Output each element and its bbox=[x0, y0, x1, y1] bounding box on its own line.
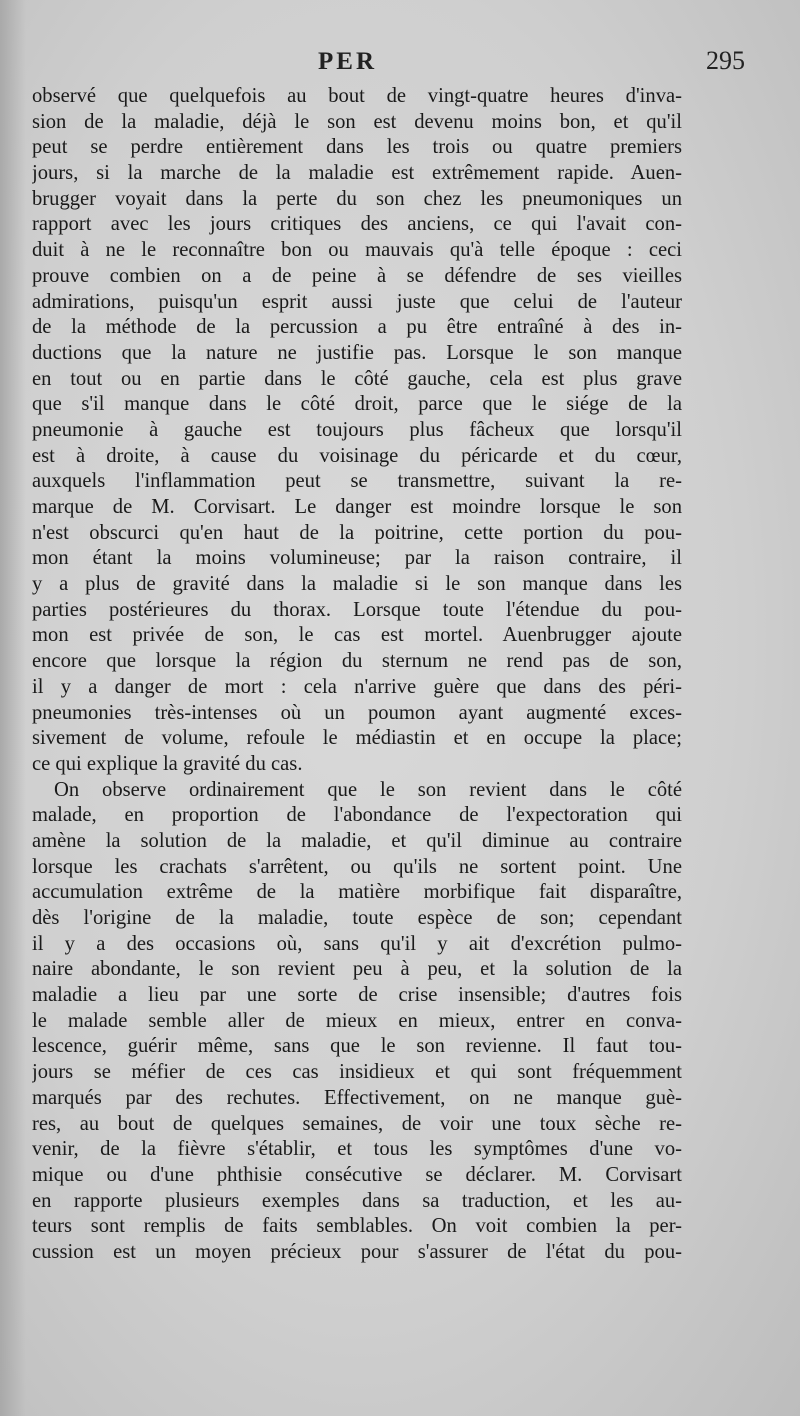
text-line: auxquels l'inflammation peut se transmettre, suivant la re- bbox=[32, 470, 682, 493]
text-line: sion de la maladie, déjà le son est devenu moins bon, et qu'il bbox=[32, 110, 682, 133]
text-line: peut se perdre entièrement dans les trois ou quatre premiers bbox=[32, 136, 682, 159]
text-line: le malade semble aller de mieux en mieux, entrer en conva- bbox=[32, 1009, 682, 1032]
text-line: sivement de volume, refoule le médiastin et en occupe la place; bbox=[32, 727, 682, 750]
text-line: mique ou d'une phthisie consécutive se déclarer. M. Corvisart bbox=[32, 1163, 682, 1186]
text-line: naire abondante, le son revient peu à peu, et la solution de la bbox=[32, 958, 682, 981]
text-line: mon est privée de son, le cas est mortel. Auenbrugger ajoute bbox=[32, 624, 682, 647]
text-line: brugger voyait dans la perte du son chez les pneumoniques un bbox=[32, 187, 682, 210]
text-line: il y a danger de mort : cela n'arrive guère que dans des péri- bbox=[32, 675, 682, 698]
text-line: en rapporte plusieurs exemples dans sa traduction, et les au- bbox=[32, 1189, 682, 1212]
text-line: marqués par des rechutes. Effectivement, on ne manque guè- bbox=[32, 1086, 682, 1109]
text-line: amène la solution de la maladie, et qu'il diminue au contraire bbox=[32, 829, 682, 852]
text-line: dès l'origine de la maladie, toute espèce de son; cependant bbox=[32, 907, 682, 929]
text-line: cussion est un moyen précieux pour s'assurer de l'état du pou- bbox=[32, 1240, 682, 1263]
paragraph-end-line: ce qui explique la gravité du cas. bbox=[32, 752, 303, 775]
text-line: malade, en proportion de l'abondance de l'expectoration qui bbox=[32, 804, 682, 827]
text-line: en tout ou en partie dans le côté gauche, cela est plus grave bbox=[32, 367, 682, 390]
text-line: rapport avec les jours critiques des anciens, ce qui l'avait con- bbox=[32, 213, 682, 236]
text-line: il y a des occasions où, sans qu'il y ait d'excrétion pulmo- bbox=[32, 932, 682, 955]
text-line: y a plus de gravité dans la maladie si le son manque dans les bbox=[32, 573, 682, 596]
text-line: n'est obscurci qu'en haut de la poitrine, cette portion du pou- bbox=[32, 521, 682, 544]
text-line: ductions que la nature ne justifie pas. Lorsque le son manque bbox=[32, 341, 682, 364]
text-line: jours, si la marche de la maladie est extrêmement rapide. Auen- bbox=[32, 162, 682, 185]
text-line: que s'il manque dans le côté droit, parce que le siége de la bbox=[32, 393, 682, 416]
text-line: prouve combien on a de peine à se défendre de ses vieilles bbox=[32, 264, 682, 287]
paragraph-start-line: On observe ordinairement que le son revient dans le côté bbox=[54, 778, 682, 801]
text-line: maladie a lieu par une sorte de crise insensible; d'autres fois bbox=[32, 984, 682, 1007]
text-line: de la méthode de la percussion a pu être entraîné à des in- bbox=[32, 316, 682, 339]
text-line: pneumonies très-intenses où un poumon ayant augmenté exces- bbox=[32, 701, 682, 724]
text-line: parties postérieures du thorax. Lorsque toute l'étendue du pou- bbox=[32, 598, 682, 621]
text-line: observé que quelquefois au bout de vingt-quatre heures d'inva- bbox=[32, 85, 682, 107]
running-head: PER bbox=[318, 48, 377, 75]
text-line: lorsque les crachats s'arrêtent, ou qu'ils ne sortent point. Une bbox=[32, 855, 682, 878]
text-line: est à droite, à cause du voisinage du péricarde et du cœur, bbox=[32, 444, 682, 467]
text-line: jours se méfier de ces cas insidieux et qui sont fréquemment bbox=[32, 1061, 682, 1084]
text-line: accumulation extrême de la matière morbifique fait disparaître, bbox=[32, 881, 682, 904]
text-line: duit à ne le reconnaître bon ou mauvais qu'à telle époque : ceci bbox=[32, 239, 682, 262]
text-line: marque de M. Corvisart. Le danger est moindre lorsque le son bbox=[32, 496, 682, 518]
text-line: admirations, puisqu'un esprit aussi juste que celui de l'auteur bbox=[32, 290, 682, 313]
text-line: teurs sont remplis de faits semblables. On voit combien la per- bbox=[32, 1215, 682, 1238]
page-number: 295 bbox=[706, 46, 745, 75]
body-text bbox=[32, 84, 682, 1266]
text-line: mon étant la moins volumineuse; par la raison contraire, il bbox=[32, 547, 682, 570]
text-line: venir, de la fièvre s'établir, et tous les symptômes d'une vo- bbox=[32, 1138, 682, 1161]
text-line: pneumonie à gauche est toujours plus fâcheux que lorsqu'il bbox=[32, 418, 682, 441]
page-header bbox=[0, 46, 800, 80]
text-line: lescence, guérir même, sans que le son revienne. Il faut tou- bbox=[32, 1035, 682, 1058]
text-line: encore que lorsque la région du sternum ne rend pas de son, bbox=[32, 650, 682, 673]
page-gutter-shadow bbox=[0, 0, 26, 1416]
text-line: res, au bout de quelques semaines, de voir une toux sèche re- bbox=[32, 1112, 682, 1135]
